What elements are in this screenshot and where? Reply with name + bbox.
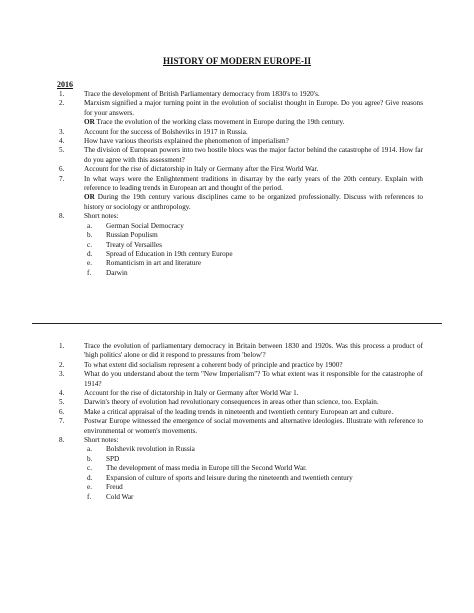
short-note-letter: b. bbox=[87, 231, 93, 240]
question-text: What do you understand about the term "New Imperialism"? To what extent was it responsible for the catastrophe of 1914? bbox=[84, 370, 423, 388]
short-note-item bbox=[84, 445, 423, 454]
question-text: Postwar Europe witnessed the emergence of social movements and alternative ideologies. Illustrate with reference to environmental or women's movements. bbox=[84, 417, 423, 435]
question-text: Account for the rise of dictatorship in Italy or Germany after World War 1. bbox=[84, 389, 299, 398]
question-item bbox=[57, 436, 423, 502]
question-item bbox=[57, 370, 423, 389]
question-item bbox=[57, 99, 423, 127]
short-note-letter: e. bbox=[87, 259, 92, 268]
question-number: 7. bbox=[59, 417, 65, 426]
question-item bbox=[57, 212, 423, 278]
year-heading: 2016 bbox=[57, 80, 73, 89]
short-note-letter: f. bbox=[87, 268, 92, 277]
question-item bbox=[57, 165, 423, 174]
question-text: Account for the success of Bolsheviks in 1917 in Russia. bbox=[84, 127, 248, 136]
short-note-item bbox=[84, 222, 423, 231]
question-number: 1. bbox=[59, 90, 65, 98]
short-note-text: Freud bbox=[106, 483, 123, 492]
short-note-letter: a. bbox=[87, 445, 92, 454]
short-notes-list bbox=[84, 445, 423, 501]
short-note-text: Darwin bbox=[106, 268, 128, 277]
short-note-item bbox=[84, 231, 423, 240]
short-notes-list bbox=[84, 222, 423, 278]
short-note-item bbox=[84, 474, 423, 483]
question-number: 3. bbox=[59, 370, 65, 379]
question-text: Trace the development of British Parliamentary democracy from 1830's to 1920's. bbox=[84, 90, 320, 98]
question-text: Darwin's theory of evolution had revolutionary consequences in areas other than science, too. Explain. bbox=[84, 398, 379, 407]
question-number: 6. bbox=[59, 165, 65, 174]
short-note-letter: c. bbox=[87, 464, 92, 473]
alternative-text: During the 19th century various disciplines came to be organized professionally. Discuss with references to history or sociology or anthropology. bbox=[84, 193, 423, 211]
question-text: In what ways were the Enlightenment traditions in disarray by the early years of the 20th century. Explain with reference to leading trends in European art and thought of the period. bbox=[84, 174, 423, 193]
question-item bbox=[57, 90, 423, 99]
question-number: 1. bbox=[59, 342, 65, 350]
question-item bbox=[57, 137, 423, 146]
short-note-text: The development of mass media in Europe till the Second World War. bbox=[106, 464, 307, 473]
question-text: The division of European powers into two hostile blocs was the major factor behind the catastrophe of 1914. How far do you agree with this assessment? bbox=[84, 146, 423, 164]
short-note-letter: c. bbox=[87, 240, 92, 249]
question-number: 8. bbox=[59, 212, 65, 221]
question-list-second bbox=[57, 342, 423, 502]
question-text: Make a critical appraisal of the leading trends in nineteenth and twentieth century European art and culture. bbox=[84, 407, 394, 416]
question-text: To what extent did socialism represent a coherent body of principle and practice by 1900? bbox=[84, 360, 343, 369]
short-note-text: Romanticism in art and literature bbox=[106, 259, 202, 268]
short-note-letter: e. bbox=[87, 483, 92, 492]
short-note-text: Bolshevik revolution in Russia bbox=[106, 445, 195, 454]
question-number: 6. bbox=[59, 407, 65, 416]
short-note-text: German Social Democracy bbox=[106, 221, 184, 230]
short-note-letter: d. bbox=[87, 249, 93, 258]
question-text: Account for the rise of dictatorship in Italy or Germany after the First World War. bbox=[84, 165, 319, 174]
short-note-item bbox=[84, 493, 423, 502]
short-note-text: Russian Populism bbox=[106, 231, 158, 240]
short-note-text: Cold War bbox=[106, 492, 134, 501]
short-note-item bbox=[84, 269, 423, 278]
short-note-letter: b. bbox=[87, 454, 93, 463]
alternative-text: Trace the evolution of the working class movement in Europe during the 19th century. bbox=[94, 118, 345, 127]
or-label: OR bbox=[84, 118, 95, 127]
question-text: Trace the evolution of parliamentary democracy in Britain between 1830 and 1920s. Was this process a product of 'high politics' alone or did it respond to pressures from 'below'? bbox=[84, 342, 423, 360]
question-number: 8. bbox=[59, 436, 65, 445]
or-label: OR bbox=[84, 193, 95, 202]
question-item bbox=[57, 146, 423, 165]
question-item bbox=[57, 361, 423, 370]
alternative-question bbox=[84, 118, 423, 127]
alternative-question bbox=[84, 193, 423, 212]
question-number: 5. bbox=[59, 146, 65, 155]
short-note-text: Treaty of Versailles bbox=[106, 240, 162, 249]
question-item bbox=[57, 417, 423, 436]
section-divider bbox=[32, 323, 442, 324]
short-note-text: SPD bbox=[106, 454, 120, 463]
question-item bbox=[57, 389, 423, 398]
question-number: 7. bbox=[59, 174, 65, 183]
question-text: Short notes: bbox=[84, 212, 119, 221]
question-number: 2. bbox=[59, 360, 65, 369]
question-item bbox=[57, 175, 423, 213]
short-note-item bbox=[84, 455, 423, 464]
page-title: HISTORY OF MODERN EUROPE-II bbox=[162, 56, 312, 66]
short-note-text: Expansion of culture of sports and leisure during the nineteenth and twentieth century bbox=[106, 473, 353, 482]
question-number: 4. bbox=[59, 389, 65, 398]
question-item bbox=[57, 408, 423, 417]
question-item bbox=[57, 128, 423, 137]
short-note-item bbox=[84, 241, 423, 250]
question-item bbox=[57, 342, 423, 361]
question-text: How have various theorists explained the phenomenon of imperialism? bbox=[84, 137, 289, 146]
question-list-2016 bbox=[57, 90, 423, 278]
question-number: 4. bbox=[59, 137, 65, 146]
short-note-letter: f. bbox=[87, 492, 92, 501]
short-note-letter: a. bbox=[87, 221, 92, 230]
short-note-item bbox=[84, 250, 423, 259]
short-note-item bbox=[84, 464, 423, 473]
question-item bbox=[57, 398, 423, 407]
question-number: 5. bbox=[59, 398, 65, 407]
question-number: 3. bbox=[59, 127, 65, 136]
short-note-item bbox=[84, 259, 423, 268]
short-note-item bbox=[84, 483, 423, 492]
question-text: Short notes: bbox=[84, 436, 119, 445]
question-text: Marxism signified a major turning point in the evolution of socialist thought in Europe. Do you agree? Give reasons for your answers. bbox=[84, 99, 423, 117]
question-number: 2. bbox=[59, 99, 65, 108]
short-note-text: Spread of Education in 19th century Europe bbox=[106, 249, 233, 258]
short-note-letter: d. bbox=[87, 473, 93, 482]
